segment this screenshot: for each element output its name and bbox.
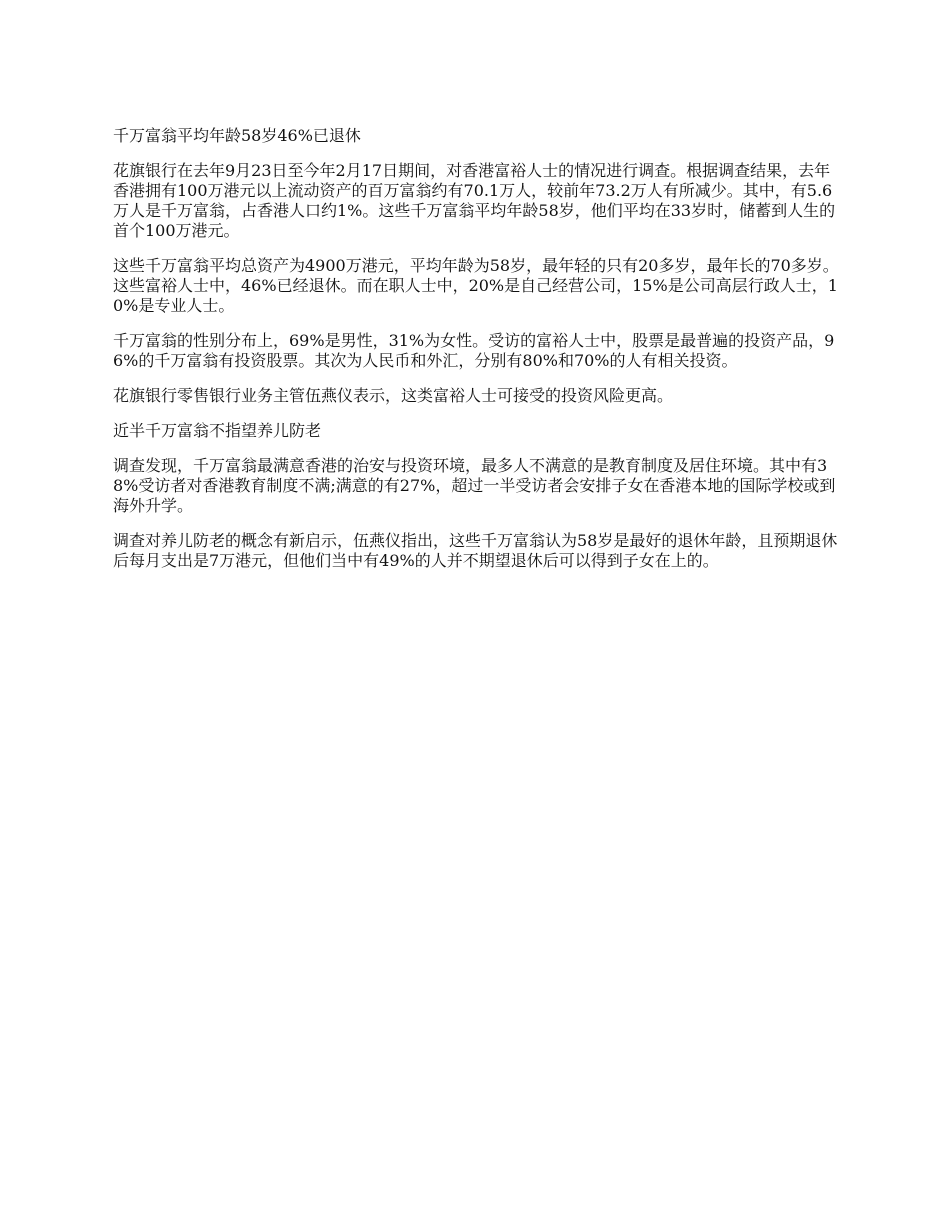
document-page xyxy=(113,126,843,586)
paragraph-survey-overview: 花旗银行在去年9月23日至今年2月17日期间，对香港富裕人士的情况进行调查。根据调查结果，去年香港拥有100万港元以上流动资产的百万富翁约有70.1万人，较前年73.2万人有所减少。其中，有5.6万人是千万富翁，占香港人口约1%。这些千万富翁平均年龄58岁，他们平均在33岁时，储蓄到人生的首个100万港元。 xyxy=(113,161,836,240)
paragraph-gender-investment: 千万富翁的性别分布上，69%是男性，31%为女性。受访的富裕人士中，股票是最普遍的投资产品，96%的千万富翁有投资股票。其次为人民币和外汇，分别有80%和70%的人有相关投资。 xyxy=(113,331,835,370)
paragraph-retirement: 调查对养儿防老的概念有新启示，伍燕仪指出，这些千万富翁认为58岁是最好的退休年龄，且预期退休后每月支出是7万港元，但他们当中有49%的人并不期望退休后可以得到子女在上的。 xyxy=(113,531,838,570)
paragraph-risk-quote: 花旗银行零售银行业务主管伍燕仪表示，这类富裕人士可接受的投资风险更高。 xyxy=(113,386,674,405)
paragraph-assets-age: 这些千万富翁平均总资产为4900万港元，平均年龄为58岁，最年轻的只有20多岁，最年长的70多岁。这些富裕人士中，46%已经退休。而在职人士中，20%是自己经营公司，15%是公司高层行政人士，10%是专业人士。 xyxy=(113,256,839,315)
paragraph-satisfaction: 调查发现，千万富翁最满意香港的治安与投资环境，最多人不满意的是教育制度及居住环境。其中有38%受访者对香港教育制度不满;满意的有27%，超过一半受访者会安排子女在香港本地的国际学校或到海外升学。 xyxy=(113,456,836,515)
article-title: 千万富翁平均年龄58岁46%已退休 xyxy=(113,126,361,145)
section-heading: 近半千万富翁不指望养儿防老 xyxy=(113,421,322,440)
